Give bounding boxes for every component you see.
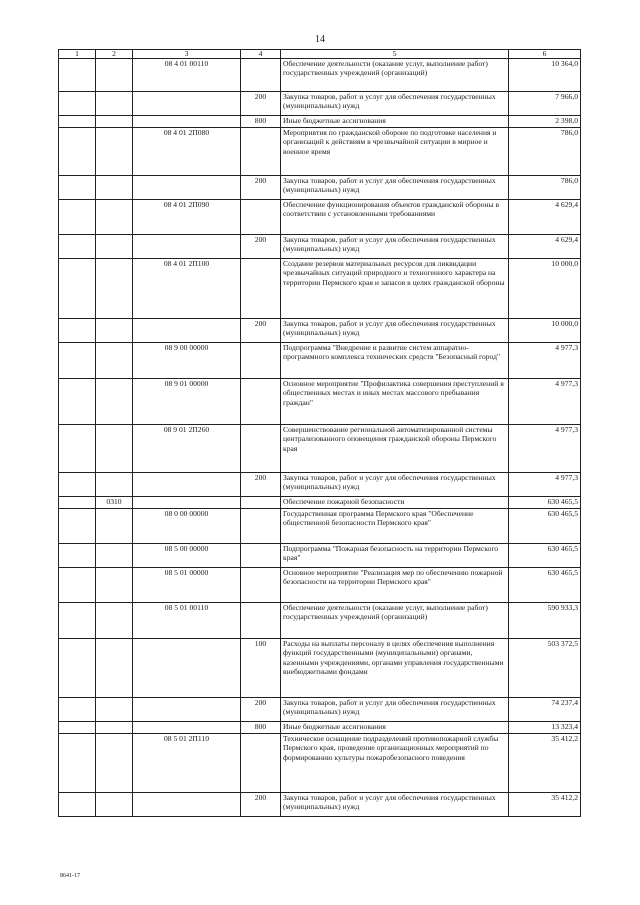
cell-subsection (96, 425, 133, 473)
cell-amount: 35 412,2 (509, 734, 581, 793)
cell-target-article (133, 319, 241, 343)
cell-section (59, 603, 96, 639)
cell-subsection (96, 473, 133, 497)
cell-expense-type (241, 509, 281, 544)
cell-description: Техническое оснащение подразделений противопожарной службы Пермского края, проведение организационных мероприятий по формированию культуры пожаробезопасного поведения (281, 734, 509, 793)
cell-section (59, 698, 96, 722)
column-header: 3 (133, 50, 241, 59)
cell-target-article (133, 473, 241, 497)
cell-subsection (96, 509, 133, 544)
page-number: 14 (315, 34, 325, 45)
cell-section (59, 343, 96, 379)
cell-target-article (133, 722, 241, 734)
cell-target-article (133, 92, 241, 116)
cell-section (59, 128, 96, 176)
cell-section (59, 176, 96, 200)
cell-subsection (96, 793, 133, 817)
cell-expense-type (241, 497, 281, 509)
cell-expense-type: 200 (241, 92, 281, 116)
table-row (59, 343, 581, 379)
cell-amount: 630 465,5 (509, 497, 581, 509)
cell-description: Создание резервов материальных ресурсов для ликвидации чрезвычайных ситуаций природного и техногенного характера на территории Пермского края и запасов в целях гражданской обороны (281, 259, 509, 319)
table-row (59, 319, 581, 343)
cell-expense-type: 800 (241, 116, 281, 128)
cell-description: Закупка товаров, работ и услуг для обеспечения государственных (муниципальных) нужд (281, 92, 509, 116)
cell-amount: 10 000,0 (509, 259, 581, 319)
cell-amount: 74 237,4 (509, 698, 581, 722)
table-row (59, 603, 581, 639)
cell-amount: 4 977,3 (509, 343, 581, 379)
cell-amount: 4 629,4 (509, 200, 581, 235)
cell-section (59, 734, 96, 793)
table-row (59, 722, 581, 734)
cell-expense-type (241, 425, 281, 473)
cell-section (59, 793, 96, 817)
cell-target-article (133, 639, 241, 698)
cell-subsection (96, 734, 133, 793)
cell-amount: 10 000,0 (509, 319, 581, 343)
cell-section (59, 200, 96, 235)
cell-amount: 10 364,0 (509, 59, 581, 92)
cell-section (59, 59, 96, 92)
cell-subsection: 0310 (96, 497, 133, 509)
cell-amount: 4 977,3 (509, 379, 581, 425)
cell-description: Закупка товаров, работ и услуг для обеспечения государственных (муниципальных) нужд (281, 793, 509, 817)
cell-description: Закупка товаров, работ и услуг для обеспечения государственных (муниципальных) нужд (281, 235, 509, 259)
cell-section (59, 722, 96, 734)
cell-expense-type: 200 (241, 176, 281, 200)
cell-expense-type: 200 (241, 319, 281, 343)
cell-expense-type: 200 (241, 793, 281, 817)
cell-target-article: 08 5 01 2П110 (133, 734, 241, 793)
cell-amount: 4 977,3 (509, 473, 581, 497)
cell-target-article (133, 116, 241, 128)
table-row (59, 698, 581, 722)
table-row (59, 568, 581, 603)
table-row (59, 509, 581, 544)
cell-target-article: 08 4 01 2П080 (133, 128, 241, 176)
cell-description: Обеспечение пожарной безопасности (281, 497, 509, 509)
cell-description: Подпрограмма "Пожарная безопасность на территории Пермского края" (281, 544, 509, 568)
table-row (59, 497, 581, 509)
cell-subsection (96, 722, 133, 734)
cell-amount: 786,0 (509, 176, 581, 200)
table-row (59, 425, 581, 473)
cell-description: Закупка товаров, работ и услуг для обеспечения государственных (муниципальных) нужд (281, 176, 509, 200)
cell-section (59, 92, 96, 116)
table-row (59, 734, 581, 793)
column-header: 5 (281, 50, 509, 59)
cell-section (59, 235, 96, 259)
cell-expense-type (241, 343, 281, 379)
cell-description: Закупка товаров, работ и услуг для обеспечения государственных (муниципальных) нужд (281, 319, 509, 343)
cell-amount: 630 465,5 (509, 509, 581, 544)
cell-subsection (96, 698, 133, 722)
cell-description: Совершенствование региональной автоматизированной системы централизованного оповещения гражданской обороны Пермского края (281, 425, 509, 473)
table-row (59, 116, 581, 128)
cell-subsection (96, 59, 133, 92)
cell-description: Основное мероприятие "Профилактика совершения преступлений в общественных местах и иных местах массового пребывания граждан" (281, 379, 509, 425)
cell-expense-type: 100 (241, 639, 281, 698)
cell-section (59, 497, 96, 509)
cell-target-article: 08 4 01 2П100 (133, 259, 241, 319)
column-header: 2 (96, 50, 133, 59)
table-body (59, 59, 581, 817)
cell-amount: 590 933,3 (509, 603, 581, 639)
budget-table (58, 49, 581, 817)
cell-target-article: 08 9 01 2П260 (133, 425, 241, 473)
cell-amount: 630 465,5 (509, 544, 581, 568)
cell-section (59, 379, 96, 425)
cell-target-article: 08 4 01 00110 (133, 59, 241, 92)
column-number-row (59, 50, 581, 59)
cell-expense-type (241, 603, 281, 639)
cell-amount: 7 966,0 (509, 92, 581, 116)
cell-subsection (96, 92, 133, 116)
cell-expense-type: 800 (241, 722, 281, 734)
cell-subsection (96, 319, 133, 343)
cell-description: Обеспечение функционирования объектов гражданской обороны в соответствии с установленными требованиями (281, 200, 509, 235)
table-row (59, 200, 581, 235)
cell-expense-type: 200 (241, 235, 281, 259)
cell-target-article: 08 5 00 00000 (133, 544, 241, 568)
table-row (59, 128, 581, 176)
cell-subsection (96, 568, 133, 603)
cell-target-article (133, 793, 241, 817)
table-row (59, 544, 581, 568)
cell-target-article (133, 235, 241, 259)
cell-target-article: 08 9 00 00000 (133, 343, 241, 379)
cell-amount: 2 398,0 (509, 116, 581, 128)
table-row (59, 793, 581, 817)
column-header: 1 (59, 50, 96, 59)
table-row (59, 473, 581, 497)
cell-section (59, 425, 96, 473)
cell-description: Основное мероприятие "Реализация мер по обеспечению пожарной безопасности на территории Пермского края" (281, 568, 509, 603)
cell-expense-type (241, 128, 281, 176)
column-header: 4 (241, 50, 281, 59)
cell-subsection (96, 379, 133, 425)
cell-target-article: 08 5 01 00110 (133, 603, 241, 639)
cell-subsection (96, 639, 133, 698)
cell-description: Мероприятия по гражданской обороне по подготовке населения и организаций к действиям в чрезвычайной ситуации в мирное и военное время (281, 128, 509, 176)
cell-amount: 503 372,5 (509, 639, 581, 698)
table-row (59, 92, 581, 116)
cell-amount: 4 977,3 (509, 425, 581, 473)
table-row (59, 639, 581, 698)
cell-section (59, 259, 96, 319)
cell-target-article (133, 176, 241, 200)
cell-description: Обеспечение деятельности (оказание услуг, выполнение работ) государственных учреждений (организаций) (281, 603, 509, 639)
table-row (59, 259, 581, 319)
cell-subsection (96, 200, 133, 235)
cell-subsection (96, 235, 133, 259)
cell-expense-type (241, 544, 281, 568)
cell-target-article: 08 4 01 2П090 (133, 200, 241, 235)
cell-section (59, 319, 96, 343)
cell-description: Иные бюджетные ассигнования (281, 722, 509, 734)
table-row (59, 379, 581, 425)
footer-code: 8641-17 (60, 873, 80, 879)
cell-target-article (133, 698, 241, 722)
cell-subsection (96, 128, 133, 176)
cell-section (59, 509, 96, 544)
cell-subsection (96, 343, 133, 379)
cell-description: Обеспечение деятельности (оказание услуг, выполнение работ) государственных учреждений (организаций) (281, 59, 509, 92)
cell-amount: 35 412,2 (509, 793, 581, 817)
table-row (59, 235, 581, 259)
cell-expense-type (241, 379, 281, 425)
cell-description: Закупка товаров, работ и услуг для обеспечения государственных (муниципальных) нужд (281, 698, 509, 722)
cell-section (59, 544, 96, 568)
cell-section (59, 116, 96, 128)
cell-description: Расходы на выплаты персоналу в целях обеспечения выполнения функций государственными (муниципальными) органами, казенными учреждениями, органами управления государственными внебюджетными фондами (281, 639, 509, 698)
cell-section (59, 473, 96, 497)
cell-expense-type: 200 (241, 698, 281, 722)
cell-target-article: 08 5 01 00000 (133, 568, 241, 603)
cell-description: Закупка товаров, работ и услуг для обеспечения государственных (муниципальных) нужд (281, 473, 509, 497)
cell-subsection (96, 116, 133, 128)
cell-subsection (96, 544, 133, 568)
cell-section (59, 639, 96, 698)
cell-amount: 13 323,4 (509, 722, 581, 734)
cell-expense-type (241, 259, 281, 319)
cell-amount: 4 629,4 (509, 235, 581, 259)
column-header: 6 (509, 50, 581, 59)
cell-target-article (133, 497, 241, 509)
cell-subsection (96, 176, 133, 200)
cell-subsection (96, 259, 133, 319)
cell-section (59, 568, 96, 603)
table-row (59, 59, 581, 92)
cell-expense-type (241, 568, 281, 603)
cell-expense-type (241, 734, 281, 793)
cell-expense-type: 200 (241, 473, 281, 497)
cell-target-article: 08 0 00 00000 (133, 509, 241, 544)
cell-subsection (96, 603, 133, 639)
cell-amount: 630 465,5 (509, 568, 581, 603)
cell-expense-type (241, 200, 281, 235)
cell-description: Подпрограмма "Внедрение и развитие систем аппаратно-программного комплекса технических средств "Безопасный город" (281, 343, 509, 379)
cell-expense-type (241, 59, 281, 92)
table-row (59, 176, 581, 200)
cell-description: Иные бюджетные ассигнования (281, 116, 509, 128)
cell-target-article: 08 9 01 00000 (133, 379, 241, 425)
cell-amount: 786,0 (509, 128, 581, 176)
cell-description: Государственная программа Пермского края "Обеспечение общественной безопасности Пермского края" (281, 509, 509, 544)
